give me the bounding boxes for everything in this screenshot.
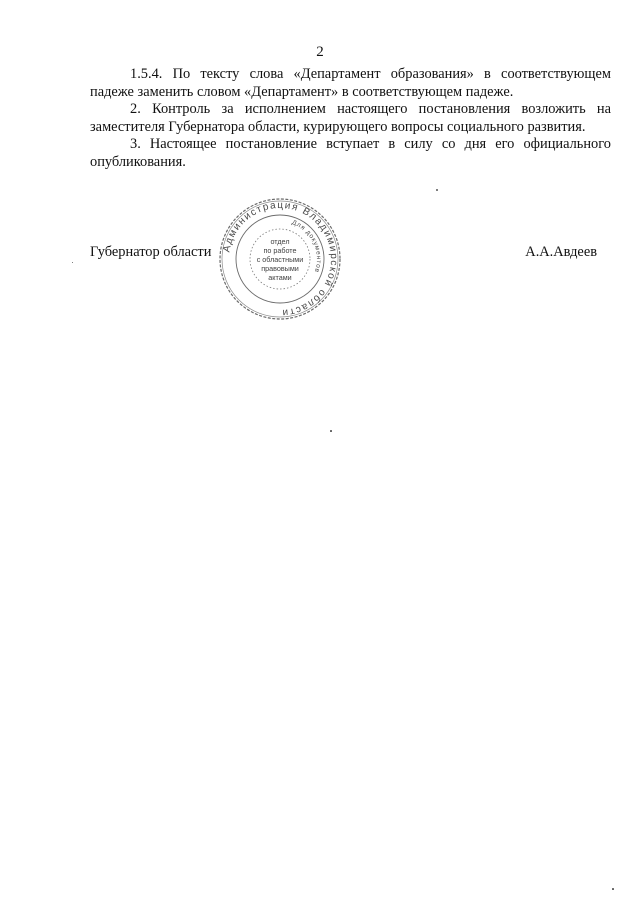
signatory-title: Губернатор области — [90, 244, 212, 260]
stamp-inner-text: Для документов — [290, 219, 323, 274]
official-stamp — [218, 197, 342, 321]
stamp-center-line: актами — [268, 273, 292, 282]
scan-speck — [72, 262, 73, 263]
document-body — [90, 66, 611, 171]
stamp-outer-text: Администрация Владимирской области — [221, 199, 340, 319]
stamp-center-line: по работе — [263, 246, 297, 255]
stamp-center-line: с областными — [256, 255, 304, 264]
stamp-center-line: правовыми — [261, 264, 299, 273]
scan-speck — [436, 189, 438, 191]
signatory-name: А.А.Авдеев — [525, 244, 597, 260]
scan-speck — [612, 888, 614, 890]
paragraph-2: 2. Контроль за исполнением настоящего постановления возложить на заместителя Губернатора области, курирующего вопросы социального развития. — [90, 101, 611, 135]
page-number: 2 — [316, 44, 324, 60]
paragraph-3: 3. Настоящее постановление вступает в силу со дня его официального опубликования. — [90, 136, 611, 170]
stamp-center-line: отдел — [270, 237, 290, 246]
paragraph-1-5-4: 1.5.4. По тексту слова «Департамент образования» в соответствующем падеже заменить словом «Департамент» в соответствующем падеже. — [90, 66, 611, 100]
signature-block — [90, 244, 597, 264]
scan-speck — [330, 430, 332, 432]
